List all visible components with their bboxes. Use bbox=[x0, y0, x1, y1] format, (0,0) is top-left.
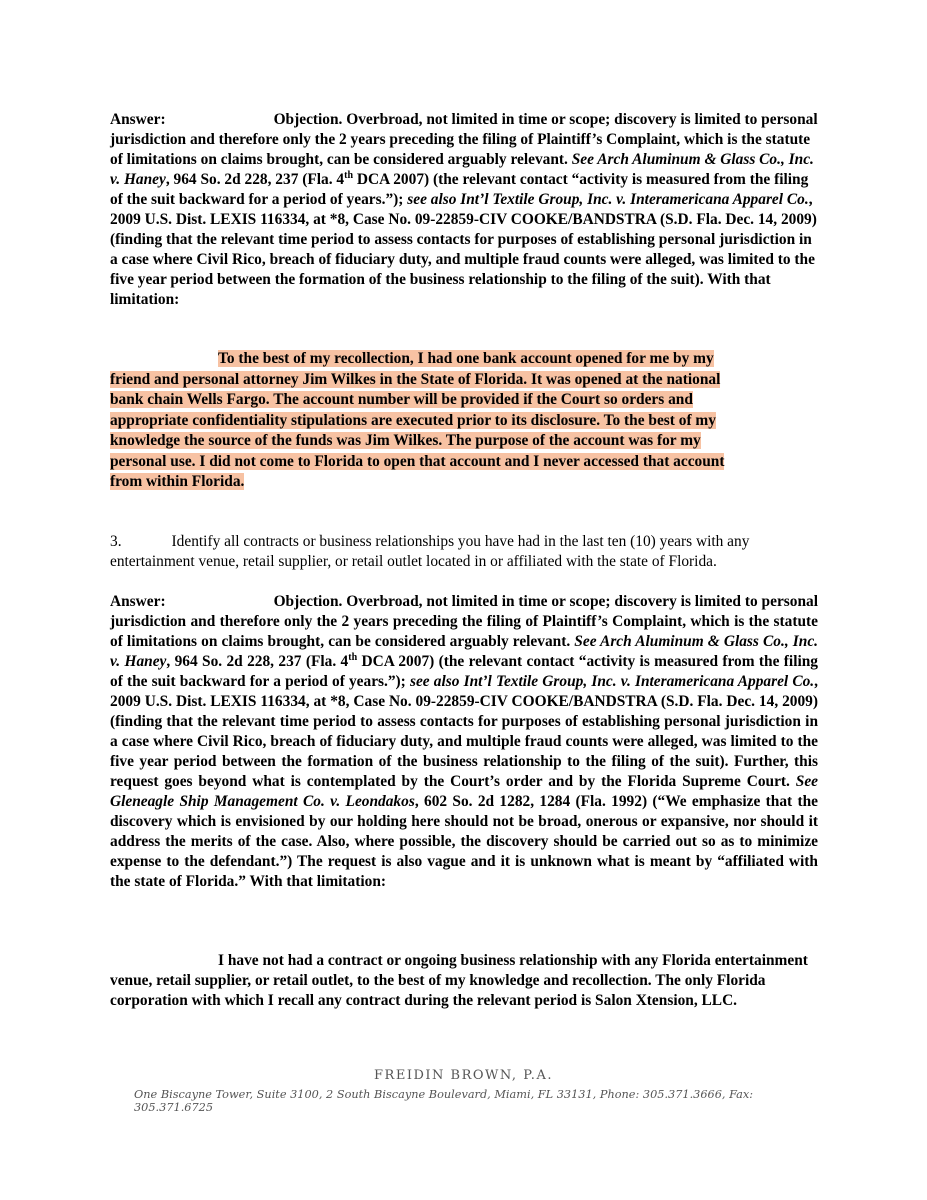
response-line: bank chain Wells Fargo. The account number will be provided if the Court so orders and bbox=[110, 391, 693, 408]
response-line: appropriate confidentiality stipulations are executed prior to its disclosure. To the best of my bbox=[110, 411, 716, 429]
interrogatory-3 bbox=[110, 532, 818, 572]
footer-firm-name: FREIDIN BROWN, P.A. bbox=[374, 1068, 553, 1083]
answer-1-label: Answer: bbox=[110, 111, 166, 128]
answer-3-objection: Answer: Objection. Overbroad, not limited in time or scope; discovery is limited to personal jurisdiction and therefore only the 2 years preceding the filing of Plaintiff’s Complaint, which is the statute of limitations on claims brought, can be considered arguably relevant. See Arch Aluminum & Glass Co., Inc. v. Haney, 964 So. 2d 228, 237 (Fla. 4th DCA 2007) (the relevant contact “activity is measured from the filing of the suit backward for a period of years.”); see also Int’l Textile Group, Inc. v. Interamericana Apparel Co., 2009 U.S. Dist. LEXIS 116334, at *8, Case No. 09-22859-CIV COOKE/BANDSTRA (S.D. Fla. Dec. 14, 2009) (finding that the relevant time period to assess contacts for purposes of establishing personal jurisdiction in a case where Civil Rico, breach of fiduciary duty, and multiple fraud counts were alleged, was limited to the five year period between the formation of the business relationship to the filing of the suit). Further, this request goes beyond what is contemplated by the Court’s order and by the Florida Supreme Court. See Gleneagle Ship Management Co. v. Leondakos, 602 So. 2d 1282, 1284 (Fla. 1992) (“We emphasize that the discovery which is envisioned by our holding here should not be broad, onerous or expansive, nor should it address the merits of the case. Also, where possible, the discovery should be carried out so as to minimize expense to the defendant.”) The request is also vague and it is unknown what is meant by “affiliated with the state of Florida.” With that limitation: bbox=[110, 593, 819, 890]
case-citation: see also Int’l Textile Group, Inc. v. Interamericana Apparel Co. bbox=[409, 673, 815, 690]
answer-3-response: I have not had a contract or ongoing business relationship with any Florida entertainment venue, retail supplier, or retail outlet, to the best of my knowledge and recollection. The only Florida corporation with which I recall any contract during the relevant period is Salon Xtension, LLC. bbox=[110, 952, 808, 1009]
response-line: personal use. I did not come to Florida to open that account and I never accessed that account bbox=[110, 452, 725, 470]
answer-1-response-highlighted bbox=[110, 349, 810, 493]
case-citation: See Arch Aluminum & Glass Co., Inc. v. Haney bbox=[110, 151, 814, 188]
response-line: from within Florida. bbox=[110, 473, 245, 490]
response-line: knowledge the source of the funds was Jim Wilkes. The purpose of the account was for my bbox=[110, 432, 701, 449]
footer-address: One Biscayne Tower, Suite 3100, 2 South Biscayne Boulevard, Miami, FL 33131, Phone: 305.371.3666, Fax: 305.371.6725 bbox=[134, 1088, 754, 1114]
response-line: friend and personal attorney Jim Wilkes in the State of Florida. It was opened at the national bbox=[110, 370, 721, 388]
question-text: Identify all contracts or business relationships you have had in the last ten (10) years with any entertainment venue, retail supplier, or retail outlet located in or affiliated with the state of Florida. bbox=[110, 533, 750, 570]
question-number: 3. bbox=[110, 533, 122, 550]
case-citation: See Arch Aluminum & Glass Co., Inc. v. Haney bbox=[110, 633, 819, 670]
case-citation: See Gleneagle Ship Management Co. v. Leondakos bbox=[110, 773, 818, 810]
answer-3-label: Answer: bbox=[110, 593, 166, 610]
response-line: To the best of my recollection, I had one bank account opened for me by my bbox=[218, 350, 714, 367]
answer-1-objection: Answer: Objection. Overbroad, not limited in time or scope; discovery is limited to personal jurisdiction and therefore only the 2 years preceding the filing of Plaintiff’s Complaint, which is the statute of limitations on claims brought, can be considered arguably relevant. See Arch Aluminum & Glass Co., Inc. v. Haney, 964 So. 2d 228, 237 (Fla. 4th DCA 2007) (the relevant contact “activity is measured from the filing of the suit backward for a period of years.”); see also Int’l Textile Group, Inc. v. Interamericana Apparel Co., 2009 U.S. Dist. LEXIS 116334, at *8, Case No. 09-22859-CIV COOKE/BANDSTRA (S.D. Fla. Dec. 14, 2009) (finding that the relevant time period to assess contacts for purposes of establishing personal jurisdiction in a case where Civil Rico, breach of fiduciary duty, and multiple fraud counts were alleged, was limited to the five year period between the formation of the business relationship to the filing of the suit). With that limitation: bbox=[110, 111, 818, 308]
case-citation: see also Int’l Textile Group, Inc. v. Interamericana Apparel Co. bbox=[407, 191, 809, 208]
